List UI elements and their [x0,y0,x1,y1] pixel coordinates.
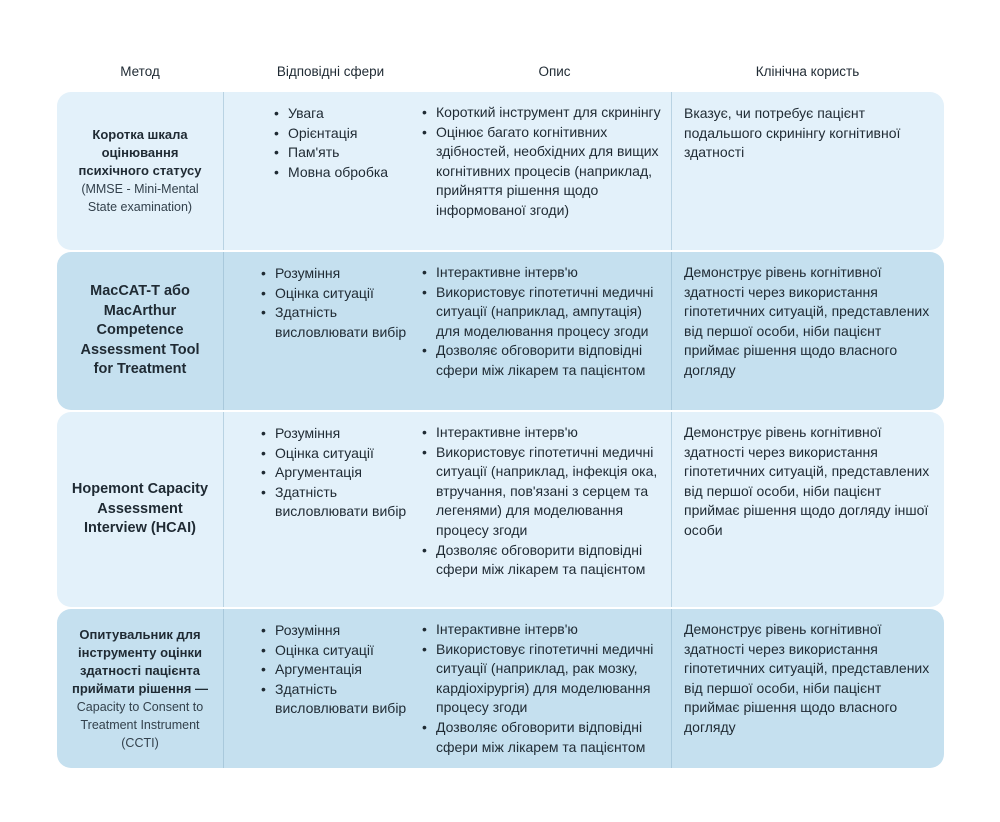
list-item: • Аргументація [261,463,421,483]
method-name: Hopemont Capacity Assessment Interview (HCAI) [71,481,209,537]
method-name: MacCAT-T або MacArthur Competence Assessment Tool for Treatment [80,283,200,378]
header-clinical-use: Клінічна користь [755,64,860,79]
table-row-ccti [57,609,944,768]
list-item: • Здатність висловлювати вибір [261,303,421,342]
clinical-use-text: Демонструє рівень когнітивної здатності через використання гіпотетичних ситуацій, представлених від першої особи, ніби пацієнт приймає рішення щодо догляду іншої особи [684,424,930,538]
method-subtitle: Capacity to Consent to Treatment Instrument (CCTI) [76,699,204,750]
list-item: • Мовна обробка [274,163,434,183]
list-item: • Аргументація [261,660,421,680]
header-method: Метод [120,64,160,79]
list-item: • Розуміння [261,264,421,284]
list-item: • Використовує гіпотетичні медичні ситуації (наприклад, рак мозку, кардіохірургія) для моделювання процесу згоди [422,640,662,718]
method-cell [57,609,223,768]
table-row-mmse [57,92,944,250]
method-name: Опитувальник для інструменту оцінки здатності пацієнта приймати рішення — [72,626,208,696]
method-cell [57,252,223,410]
description-list [422,620,662,757]
clinical-use-text: Вказує, чи потребує пацієнт подальшого скринінгу когнітивної здатності [684,105,901,161]
areas-list [261,621,421,719]
header-description: Опис [538,64,571,79]
list-item: • Розуміння [261,424,421,444]
list-item: • Інтерактивне інтерв'ю [422,620,662,640]
list-item: • Орієнтація [274,124,434,144]
method-cell [57,412,223,607]
method-subtitle: (MMSE - Mini-Mental State examination) [81,182,199,214]
table-header [57,64,944,84]
column-divider [223,609,224,768]
column-divider [671,92,672,250]
list-item: • Здатність висловлювати вибір [261,483,421,522]
column-divider [671,609,672,768]
column-divider [671,412,672,607]
list-item: • Дозволяє обговорити відповідні сфери між лікарем та пацієнтом [422,341,662,380]
description-list [422,263,662,381]
areas-list [261,264,421,342]
list-item: • Використовує гіпотетичні медичні ситуації (наприклад, інфекція ока, втручання, пов'язані з серцем та легенями) для моделювання процесу згоди [422,443,662,541]
list-item: • Дозволяє обговорити відповідні сфери між лікарем та пацієнтом [422,718,662,757]
clinical-use-text: Демонструє рівень когнітивної здатності через використання гіпотетичних ситуацій, представлених від першої особи, ніби пацієнт приймає рішення щодо власного догляду [684,264,930,378]
list-item: • Пам'ять [274,143,434,163]
description-list [422,423,662,580]
description-list [422,103,662,221]
list-item: • Оцінка ситуації [261,284,421,304]
list-item: • Оцінка ситуації [261,641,421,661]
header-areas: Відповідні сфери [276,64,385,79]
list-item: • Увага [274,104,434,124]
column-divider [223,252,224,410]
list-item: • Інтерактивне інтерв'ю [422,423,662,443]
list-item: • Короткий інструмент для скринінгу [422,103,662,123]
areas-list [261,424,421,522]
table-row-hcai [57,412,944,607]
list-item: • Оцінює багато когнітивних здібностей, необхідних для вищих когнітивних процесів (наприклад, прийняття рішення щодо інформованої згоди) [422,123,662,221]
list-item: • Інтерактивне інтерв'ю [422,263,662,283]
areas-list [274,104,434,182]
column-divider [671,252,672,410]
column-divider [223,412,224,607]
method-name: Коротка шкала оцінювання психічного статусу [78,127,202,178]
method-cell [57,92,223,250]
list-item: • Оцінка ситуації [261,444,421,464]
table-row-maccat [57,252,944,410]
column-divider [223,92,224,250]
list-item: • Здатність висловлювати вибір [261,680,421,719]
list-item: • Дозволяє обговорити відповідні сфери між лікарем та пацієнтом [422,541,662,580]
list-item: • Використовує гіпотетичні медичні ситуації (наприклад, ампутація) для моделювання процесу згоди [422,283,662,342]
list-item: • Розуміння [261,621,421,641]
clinical-use-text: Демонструє рівень когнітивної здатності через використання гіпотетичних ситуацій, представлених від першої особи, ніби пацієнт приймає рішення щодо власного догляду [684,621,930,735]
